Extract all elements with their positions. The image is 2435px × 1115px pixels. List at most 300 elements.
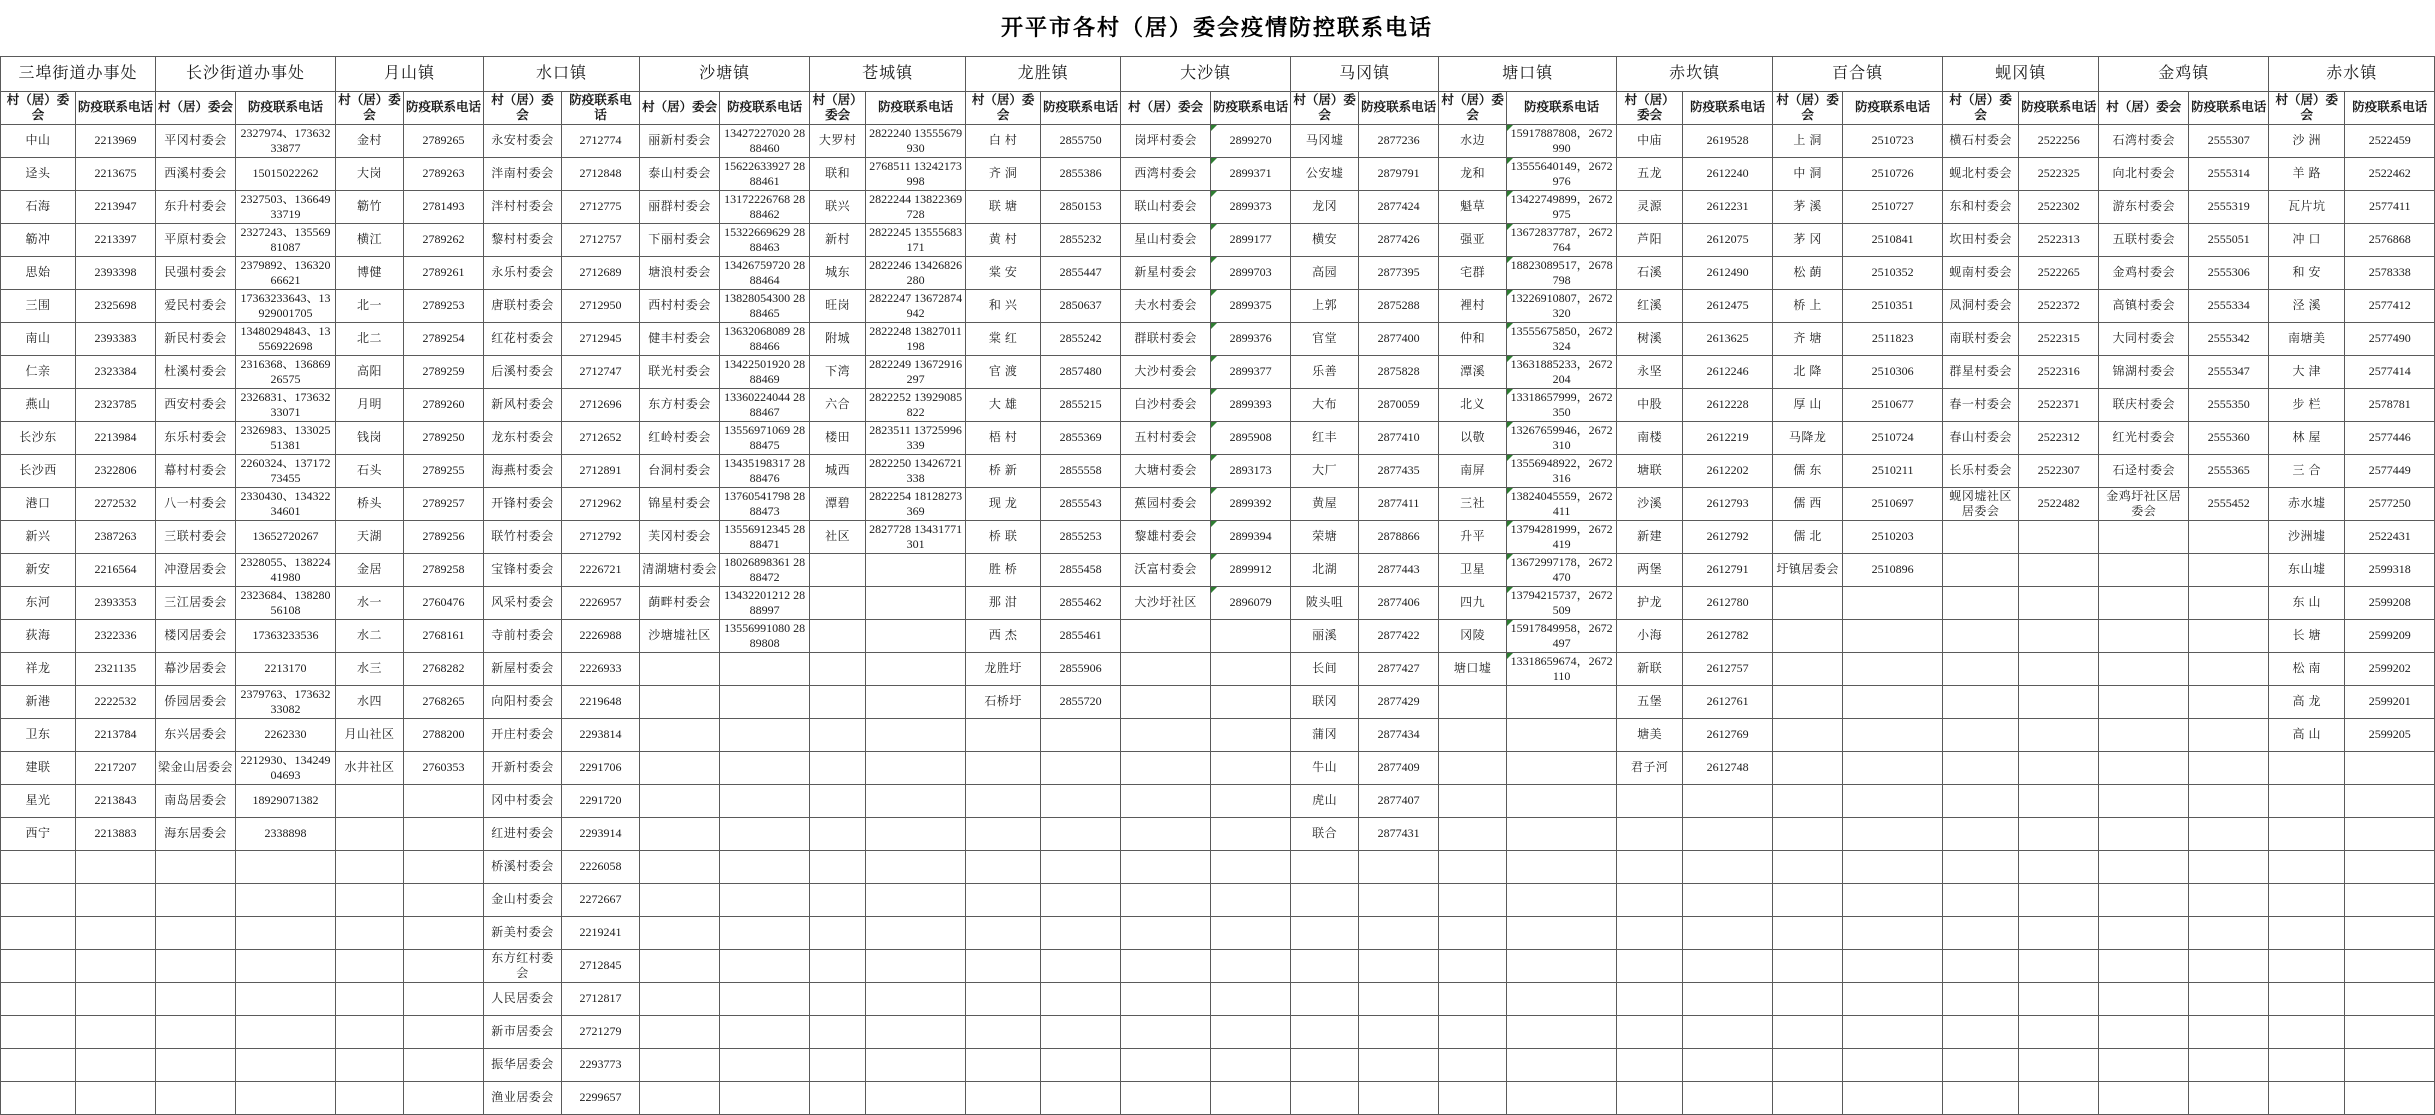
phone-cell: 2522482 (2019, 487, 2099, 520)
village-cell (966, 751, 1041, 784)
village-cell (2099, 586, 2189, 619)
town-group-header: 长沙街道办事处 (156, 57, 336, 92)
village-cell (1773, 817, 1843, 850)
village-cell: 梁金山居委会 (156, 751, 236, 784)
village-cell (810, 1081, 866, 1114)
phone-cell: 13422749899，2672975 (1507, 190, 1617, 223)
phone-cell: 2213947 (76, 190, 156, 223)
phone-cell (1211, 1048, 1291, 1081)
village-cell: 凤洞村委会 (1943, 289, 2019, 322)
phone-cell: 2822248 13827011198 (866, 322, 966, 355)
village-column-header: 村（居）委会 (336, 92, 404, 125)
phone-cell: 2789260 (404, 388, 484, 421)
phone-cell (2345, 751, 2435, 784)
village-cell: 高园 (1291, 256, 1359, 289)
village-cell: 群联村委会 (1121, 322, 1211, 355)
village-cell (1773, 1081, 1843, 1114)
phone-cell (1507, 883, 1617, 916)
phone-cell: 2510723 (1843, 124, 1943, 157)
phone-column-header: 防疫联系电话 (720, 92, 810, 125)
phone-column-header: 防疫联系电话 (866, 92, 966, 125)
village-cell (1439, 718, 1507, 751)
phone-cell: 13652720267 (236, 520, 336, 553)
phone-cell (2019, 553, 2099, 586)
village-cell: 大沙圩社区 (1121, 586, 1211, 619)
village-cell (2099, 1048, 2189, 1081)
village-cell: 高镇村委会 (2099, 289, 2189, 322)
phone-cell (866, 553, 966, 586)
phone-cell: 2379892、13632066621 (236, 256, 336, 289)
phone-cell (1683, 784, 1773, 817)
phone-cell: 2850637 (1041, 289, 1121, 322)
phone-cell (866, 1048, 966, 1081)
village-cell: 宅群 (1439, 256, 1507, 289)
phone-cell: 13672997178，2672470 (1507, 553, 1617, 586)
table-row (1, 454, 2435, 487)
village-cell: 东和村委会 (1943, 190, 2019, 223)
phone-cell: 2522459 (2345, 124, 2435, 157)
phone-cell: 13172226768 2888462 (720, 190, 810, 223)
village-cell (2099, 751, 2189, 784)
phone-cell (2189, 652, 2269, 685)
phone-cell: 2877395 (1359, 256, 1439, 289)
village-cell (1617, 1015, 1683, 1048)
phone-cell: 2326983、13302551381 (236, 421, 336, 454)
village-cell (810, 652, 866, 685)
village-cell (1121, 982, 1211, 1015)
phone-cell: 2855253 (1041, 520, 1121, 553)
table-row (1, 322, 2435, 355)
phone-cell: 2612219 (1683, 421, 1773, 454)
village-cell (2099, 850, 2189, 883)
phone-cell: 2577414 (2345, 355, 2435, 388)
phone-cell: 2877443 (1359, 553, 1439, 586)
phone-cell (1359, 850, 1439, 883)
village-cell: 五村村委会 (1121, 421, 1211, 454)
village-cell: 新星村委会 (1121, 256, 1211, 289)
phone-cell: 13360224044 2888467 (720, 388, 810, 421)
table-row (1, 751, 2435, 784)
village-cell (2099, 883, 2189, 916)
village-cell (156, 916, 236, 949)
phone-cell: 2612075 (1683, 223, 1773, 256)
village-cell (966, 982, 1041, 1015)
village-cell: 长 塘 (2269, 619, 2345, 652)
phone-cell (1041, 817, 1121, 850)
village-cell (1291, 916, 1359, 949)
village-cell: 丽新村委会 (640, 124, 720, 157)
phone-cell: 2712747 (562, 355, 640, 388)
village-cell: 护龙 (1617, 586, 1683, 619)
phone-cell: 2789261 (404, 256, 484, 289)
village-cell (1439, 751, 1507, 784)
village-cell: 蚬冈墟社区居委会 (1943, 487, 2019, 520)
village-cell: 新安 (1, 553, 76, 586)
column-header-row (1, 92, 2435, 125)
phone-cell: 2789254 (404, 322, 484, 355)
village-cell (1617, 817, 1683, 850)
table-row (1, 553, 2435, 586)
phone-cell: 13555640149，2672976 (1507, 157, 1617, 190)
phone-cell: 2822254 18128273369 (866, 487, 966, 520)
phone-cell: 2896079 (1211, 586, 1291, 619)
phone-cell: 2877431 (1359, 817, 1439, 850)
village-cell: 东乐村委会 (156, 421, 236, 454)
village-cell: 金山村委会 (484, 883, 562, 916)
village-cell: 水二 (336, 619, 404, 652)
village-cell (1439, 1048, 1507, 1081)
phone-cell: 2877400 (1359, 322, 1439, 355)
phone-cell (866, 619, 966, 652)
phone-cell (1211, 982, 1291, 1015)
table-row (1, 817, 2435, 850)
phone-cell (866, 718, 966, 751)
village-cell: 大 津 (2269, 355, 2345, 388)
phone-cell: 2325698 (76, 289, 156, 322)
village-cell: 红岭村委会 (640, 421, 720, 454)
phone-cell: 2226933 (562, 652, 640, 685)
phone-cell: 2555306 (2189, 256, 2269, 289)
village-cell (966, 1048, 1041, 1081)
phone-cell: 2522302 (2019, 190, 2099, 223)
village-cell (1, 982, 76, 1015)
phone-cell: 2822252 13929085822 (866, 388, 966, 421)
phone-cell: 2522316 (2019, 355, 2099, 388)
village-cell: 蓢畔村委会 (640, 586, 720, 619)
phone-cell: 2899394 (1211, 520, 1291, 553)
village-cell: 北义 (1439, 388, 1507, 421)
phone-cell (720, 1048, 810, 1081)
village-cell: 春山村委会 (1943, 421, 2019, 454)
phone-column-header: 防疫联系电话 (1041, 92, 1121, 125)
village-cell: 清湖塘村委会 (640, 553, 720, 586)
phone-column-header: 防疫联系电话 (2019, 92, 2099, 125)
village-cell: 祥龙 (1, 652, 76, 685)
phone-cell: 13556971069 2888475 (720, 421, 810, 454)
phone-cell: 15917849958，2672497 (1507, 619, 1617, 652)
phone-cell: 2612475 (1683, 289, 1773, 322)
phone-cell: 2511823 (1843, 322, 1943, 355)
phone-cell (236, 982, 336, 1015)
village-cell: 健丰村委会 (640, 322, 720, 355)
phone-cell (2189, 982, 2269, 1015)
village-column-header: 村（居）委会 (2269, 92, 2345, 125)
village-cell: 三社 (1439, 487, 1507, 520)
phone-cell (2345, 949, 2435, 982)
village-cell (2269, 817, 2345, 850)
phone-cell (2189, 883, 2269, 916)
village-cell: 陂头咀 (1291, 586, 1359, 619)
village-cell: 幕村村委会 (156, 454, 236, 487)
village-cell: 官 渡 (966, 355, 1041, 388)
phone-cell: 2712817 (562, 982, 640, 1015)
village-cell: 高 山 (2269, 718, 2345, 751)
phone-cell: 13480294843、13556922698 (236, 322, 336, 355)
village-cell: 潭溪 (1439, 355, 1507, 388)
phone-cell: 2855369 (1041, 421, 1121, 454)
village-column-header: 村（居）委会 (1773, 92, 1843, 125)
village-cell (640, 982, 720, 1015)
phone-cell: 2612490 (1683, 256, 1773, 289)
phone-cell (720, 1015, 810, 1048)
phone-cell (1507, 751, 1617, 784)
village-cell (1291, 1015, 1359, 1048)
phone-cell: 2899270 (1211, 124, 1291, 157)
phone-cell: 2760353 (404, 751, 484, 784)
village-cell (640, 1015, 720, 1048)
phone-cell: 2899392 (1211, 487, 1291, 520)
village-cell (2269, 751, 2345, 784)
town-group-header: 沙塘镇 (640, 57, 810, 92)
village-cell: 附城 (810, 322, 866, 355)
phone-cell (1683, 883, 1773, 916)
village-cell (1121, 718, 1211, 751)
village-cell: 平冈村委会 (156, 124, 236, 157)
village-cell (1617, 982, 1683, 1015)
phone-cell (2189, 553, 2269, 586)
village-cell (2099, 817, 2189, 850)
village-cell (640, 949, 720, 982)
town-group-header: 马冈镇 (1291, 57, 1439, 92)
phone-cell (2189, 949, 2269, 982)
village-cell: 下丽村委会 (640, 223, 720, 256)
phone-cell (1683, 949, 1773, 982)
phone-cell: 2510896 (1843, 553, 1943, 586)
village-cell: 民强村委会 (156, 256, 236, 289)
phone-cell: 2877435 (1359, 454, 1439, 487)
village-cell (640, 883, 720, 916)
village-column-header: 村（居）委会 (156, 92, 236, 125)
phone-cell: 13226910807，2672320 (1507, 289, 1617, 322)
village-cell (1943, 850, 2019, 883)
village-cell: 渔业居委会 (484, 1081, 562, 1114)
phone-cell (866, 586, 966, 619)
village-cell: 联和 (810, 157, 866, 190)
village-cell (1, 883, 76, 916)
village-cell: 厚 山 (1773, 388, 1843, 421)
village-cell (2099, 1081, 2189, 1114)
phone-cell: 2599208 (2345, 586, 2435, 619)
phone-cell (2345, 982, 2435, 1015)
village-cell (1943, 586, 2019, 619)
village-cell: 桥 新 (966, 454, 1041, 487)
phone-cell (1843, 1015, 1943, 1048)
village-cell: 宝锋村委会 (484, 553, 562, 586)
phone-cell: 2878866 (1359, 520, 1439, 553)
village-cell: 和 兴 (966, 289, 1041, 322)
village-cell: 东河 (1, 586, 76, 619)
phone-cell (2019, 718, 2099, 751)
village-cell: 五联村委会 (2099, 223, 2189, 256)
village-cell (2269, 916, 2345, 949)
phone-cell: 2387263 (76, 520, 156, 553)
phone-cell (2019, 817, 2099, 850)
village-cell: 高阳 (336, 355, 404, 388)
phone-cell (2345, 883, 2435, 916)
village-cell: 长间 (1291, 652, 1359, 685)
village-cell: 博健 (336, 256, 404, 289)
phone-cell: 2877434 (1359, 718, 1439, 751)
phone-cell: 2555452 (2189, 487, 2269, 520)
phone-cell (2345, 850, 2435, 883)
village-cell: 两堡 (1617, 553, 1683, 586)
village-cell: 社区 (810, 520, 866, 553)
phone-cell (2189, 586, 2269, 619)
phone-cell (2019, 619, 2099, 652)
phone-cell (404, 949, 484, 982)
village-cell: 中股 (1617, 388, 1683, 421)
village-cell: 红溪 (1617, 289, 1683, 322)
phone-cell: 2379763、17363233082 (236, 685, 336, 718)
village-cell: 北 降 (1773, 355, 1843, 388)
village-cell: 中山 (1, 124, 76, 157)
phone-cell (720, 883, 810, 916)
village-cell (1439, 949, 1507, 982)
village-cell: 棠 安 (966, 256, 1041, 289)
phone-cell: 2212930、13424904693 (236, 751, 336, 784)
village-cell: 六合 (810, 388, 866, 421)
village-cell (640, 1048, 720, 1081)
phone-cell: 2870059 (1359, 388, 1439, 421)
village-cell (1943, 520, 2019, 553)
village-cell: 马冈墟 (1291, 124, 1359, 157)
phone-cell: 2822245 13555683171 (866, 223, 966, 256)
phone-cell (1359, 949, 1439, 982)
village-cell: 仲和 (1439, 322, 1507, 355)
village-cell (1773, 850, 1843, 883)
phone-cell: 2875288 (1359, 289, 1439, 322)
phone-cell: 15015022262 (236, 157, 336, 190)
village-cell (810, 586, 866, 619)
phone-cell: 2577412 (2345, 289, 2435, 322)
village-cell: 泮村村委会 (484, 190, 562, 223)
village-cell: 四九 (1439, 586, 1507, 619)
phone-cell: 2522312 (2019, 421, 2099, 454)
village-cell: 水三 (336, 652, 404, 685)
phone-cell: 2291706 (562, 751, 640, 784)
village-cell: 开庄村委会 (484, 718, 562, 751)
phone-cell: 2721279 (562, 1015, 640, 1048)
village-cell (2269, 949, 2345, 982)
village-cell: 红进村委会 (484, 817, 562, 850)
phone-cell (866, 751, 966, 784)
village-cell (336, 1015, 404, 1048)
phone-cell: 2768265 (404, 685, 484, 718)
village-cell (336, 784, 404, 817)
table-row (1, 916, 2435, 949)
phone-cell: 2555365 (2189, 454, 2269, 487)
village-cell: 新风村委会 (484, 388, 562, 421)
phone-cell: 13555675850，2672324 (1507, 322, 1617, 355)
village-cell: 东升村委会 (156, 190, 236, 223)
village-cell: 建联 (1, 751, 76, 784)
village-cell (1121, 883, 1211, 916)
village-cell (1, 1081, 76, 1114)
phone-cell: 2877426 (1359, 223, 1439, 256)
village-cell: 夫水村委会 (1121, 289, 1211, 322)
phone-cell: 2510724 (1843, 421, 1943, 454)
table-row (1, 850, 2435, 883)
phone-cell: 2612231 (1683, 190, 1773, 223)
table-row (1, 1081, 2435, 1114)
village-cell: 和 安 (2269, 256, 2345, 289)
village-cell: 横江 (336, 223, 404, 256)
phone-cell: 2316368、13686926575 (236, 355, 336, 388)
phone-cell: 2577411 (2345, 190, 2435, 223)
village-cell (1, 1048, 76, 1081)
village-cell (1291, 949, 1359, 982)
village-cell: 沙塘墟社区 (640, 619, 720, 652)
village-cell: 联 塘 (966, 190, 1041, 223)
village-cell: 台洞村委会 (640, 454, 720, 487)
village-cell (156, 1081, 236, 1114)
phone-cell: 2712891 (562, 454, 640, 487)
phone-cell: 2213170 (236, 652, 336, 685)
phone-cell: 2612780 (1683, 586, 1773, 619)
village-cell: 人民居委会 (484, 982, 562, 1015)
village-cell (1773, 718, 1843, 751)
phone-cell (1507, 850, 1617, 883)
phone-cell (236, 1048, 336, 1081)
village-cell (640, 718, 720, 751)
village-cell (1943, 652, 2019, 685)
phone-cell (1211, 718, 1291, 751)
village-cell (1943, 1015, 2019, 1048)
village-cell (2269, 1048, 2345, 1081)
phone-cell: 2577449 (2345, 454, 2435, 487)
village-cell: 西宁 (1, 817, 76, 850)
village-cell: 北湖 (1291, 553, 1359, 586)
village-cell (1943, 817, 2019, 850)
phone-cell: 2522372 (2019, 289, 2099, 322)
village-cell: 月明 (336, 388, 404, 421)
village-cell: 桥溪村委会 (484, 850, 562, 883)
village-cell: 北一 (336, 289, 404, 322)
phone-cell: 13427227020 2888460 (720, 124, 810, 157)
village-cell: 羊 路 (2269, 157, 2345, 190)
village-cell: 长沙西 (1, 454, 76, 487)
phone-cell (1211, 850, 1291, 883)
phone-cell: 2226988 (562, 619, 640, 652)
phone-cell (720, 751, 810, 784)
town-group-header: 蚬冈镇 (1943, 57, 2099, 92)
village-cell: 星光 (1, 784, 76, 817)
village-cell: 大沙村委会 (1121, 355, 1211, 388)
phone-cell (2019, 1048, 2099, 1081)
phone-cell: 2712696 (562, 388, 640, 421)
village-cell: 新市居委会 (484, 1015, 562, 1048)
village-cell: 中庙 (1617, 124, 1683, 157)
village-cell (1291, 1048, 1359, 1081)
phone-cell (1507, 1081, 1617, 1114)
village-cell: 公安墟 (1291, 157, 1359, 190)
phone-cell (866, 817, 966, 850)
village-column-header: 村（居）委会 (1439, 92, 1507, 125)
village-cell: 黄 村 (966, 223, 1041, 256)
table-row (1, 157, 2435, 190)
village-cell (1439, 1081, 1507, 1114)
phone-cell: 2522265 (2019, 256, 2099, 289)
village-cell: 蚬南村委会 (1943, 256, 2019, 289)
phone-cell: 2522371 (2019, 388, 2099, 421)
phone-cell: 2577490 (2345, 322, 2435, 355)
town-group-header: 大沙镇 (1121, 57, 1291, 92)
village-cell: 天湖 (336, 520, 404, 553)
phone-cell (2019, 883, 2099, 916)
phone-cell (720, 916, 810, 949)
table-row (1, 256, 2435, 289)
village-cell: 三围 (1, 289, 76, 322)
